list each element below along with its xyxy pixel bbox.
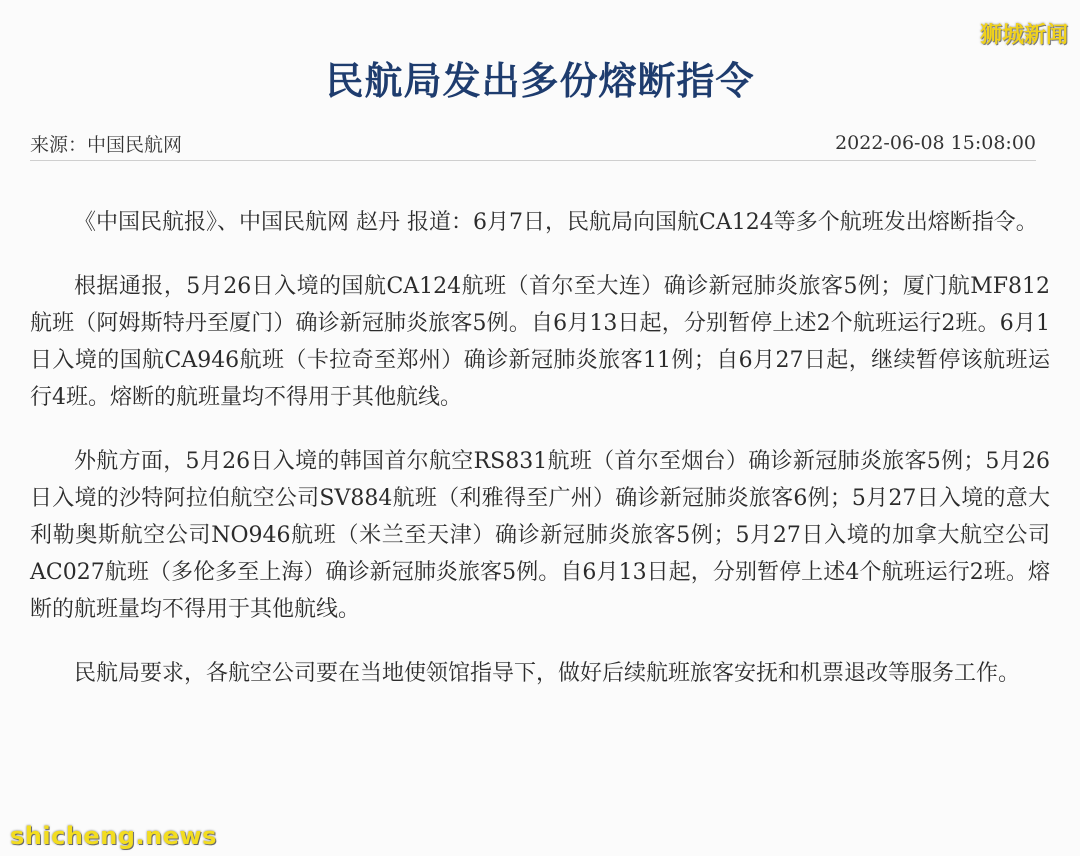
paragraph-2: 根据通报，5月26日入境的国航CA124航班（首尔至大连）确诊新冠肺炎旅客5例；厦门航MF812航班（阿姆斯特丹至厦门）确诊新冠肺炎旅客5例。自6月13日起，分别暂停上述2个航班运行2班。6月1日入境的国航CA946航班（卡拉奇至郑州）确诊新冠肺炎旅客11例；自6月27日起，继续暂停该航班运行4班。熔断的航班量均不得用于其他航线。 [30,274,1050,410]
article-meta [30,128,1036,158]
article-title: 民航局发出多份熔断指令 [325,59,755,104]
article-datetime: 2022-06-08 15:08:00 [835,132,1036,154]
watermark-logo-top: 狮城新闻 [979,23,1068,48]
watermark-logo-bottom: shicheng.news [10,822,217,850]
meta-divider [30,160,1036,161]
article-source: 来源：中国民航网 [30,133,183,156]
paragraph-4: 民航局要求，各航空公司要在当地使领馆指导下，做好后续航班旅客安抚和机票退改等服务工作。 [74,661,1021,686]
paragraph-3: 外航方面，5月26日入境的韩国首尔航空RS831航班（首尔至烟台）确诊新冠肺炎旅客5例；5月26日入境的沙特阿拉伯航空公司SV884航班（利雅得至广州）确诊新冠肺炎旅客6例；5月27日入境的意大利勒奥斯航空公司NO946航班（米兰至天津）确诊新冠肺炎旅客5例；5月27日入境的加拿大航空公司AC027航班（多伦多至上海）确诊新冠肺炎旅客5例。自6月13日起，分别暂停上述4个航班运行2班。熔断的航班量均不得用于其他航线。 [30,449,1050,622]
paragraph-1: 《中国民航报》、中国民航网 赵丹 报道：6月7日，民航局向国航CA124等多个航班发出熔断指令。 [74,210,1038,235]
article-body [30,204,1050,719]
